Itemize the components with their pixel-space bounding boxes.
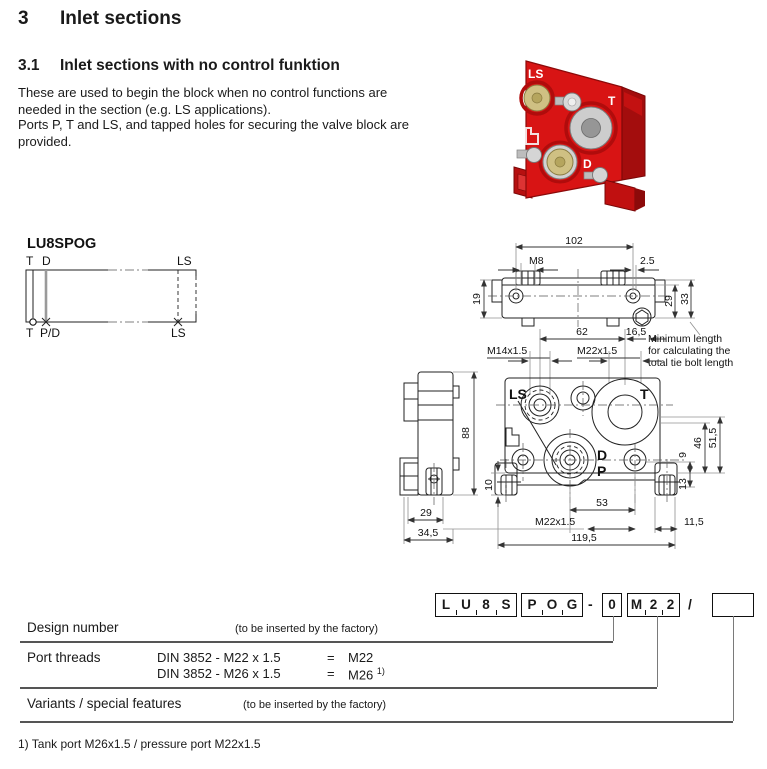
schematic-lu8spog [20,234,210,340]
product-3d-image [498,48,668,218]
front-label-p: P [597,463,607,479]
dim-m8: M8 [529,255,544,267]
product-label-t: T [608,94,616,108]
top-view [471,235,700,335]
dim-10: 10 [483,479,495,491]
dim-16-5: 16,5 [625,326,647,338]
product-label-d: D [583,157,592,171]
dim-33: 33 [679,293,691,305]
thread-option-2-spec: DIN 3852 - M26 x 1.5 [157,666,281,681]
dim-13: 13 [677,478,689,490]
schematic-bottom-t: T [26,326,34,340]
order-code-dash: - [588,596,593,612]
port-marker-t [30,319,36,325]
dim-34-5: 34,5 [417,527,439,539]
code-char: P [527,597,537,612]
code-char: U [456,594,476,616]
product-label-ls: LS [528,67,544,81]
row-divider [20,721,733,723]
variants-label: Variants / special features [27,696,182,711]
code-char: M [630,597,643,612]
row-divider [20,641,613,643]
design-number-note: (to be inserted by the factory) [235,623,379,635]
thread-option-2-value: M26 $^{1)}$ [348,666,385,683]
thread-m22-bottom: M22x1.5 [535,516,576,528]
note-line-3: total tie bolt length [648,357,734,369]
dim-29-top: 29 [663,295,675,307]
dim-29-side: 29 [420,507,432,519]
schematic-top-t: T [26,254,34,268]
schematic-top-d: D [42,254,51,268]
variants-note: (to be inserted by the factory) [243,699,387,711]
dim-9: 9 [677,452,689,458]
schematic-title: LU8SPOG [27,236,97,252]
dim-62: 62 [576,326,588,338]
schematic-bottom-pd: P/D [40,326,61,340]
port-threads-label: Port threads [27,650,101,665]
connector-design [613,616,614,641]
footnote-marker: 1) [376,666,385,676]
section-number: 3 [18,8,29,29]
tie-bolt-note [648,333,733,369]
section-title: Inlet sections [60,8,182,29]
order-code-model [435,593,517,617]
code-char: 2 [645,594,662,616]
thread-option-1-value: M22 [348,650,374,665]
thread-option-1-eq: = [327,650,335,665]
note-line-1: Minimum length [648,333,723,345]
design-number-label: Design number [27,620,119,635]
dim-11-5: 11,5 [684,516,704,528]
side-view [400,372,478,544]
thread-m22-top: M22x1.5 [577,345,618,357]
dim-88: 88 [460,427,472,439]
thread-option-2-eq: = [327,666,335,681]
thread-option-1-spec: DIN 3852 - M22 x 1.5 [157,650,281,665]
code-char: 2 [662,594,679,616]
code-char: L [441,597,451,612]
front-label-ls: LS [509,386,527,402]
dim-2-5: 2.5 [640,255,655,267]
code-char [713,594,753,616]
connector-variants [733,616,734,721]
note-line-2: for calculating the [648,345,731,357]
order-code-design [602,593,622,617]
code-char: 0 [608,597,616,612]
order-code-slash: / [688,596,692,612]
schematic-bottom-ls: LS [171,326,186,340]
front-label-d: D [597,447,608,463]
order-code-type [521,593,583,617]
order-code-thread [627,593,680,617]
front-label-t: T [640,386,649,402]
dim-119-5: 119,5 [571,532,597,544]
dim-102: 102 [565,235,583,247]
intro-paragraph-2: Ports P, T and LS, and tapped holes for securing the valve block are provided. [18,117,409,149]
code-char: 8 [476,594,496,616]
schematic-top-ls: LS [177,254,192,268]
subsection-title: Inlet sections with no control funktion [60,57,340,74]
dim-51-5: 51,5 [707,427,719,449]
order-code-variant [712,593,754,617]
intro-paragraph-1: These are used to begin the block when no control functions are needed in the section (e.g. LS applications). [18,85,388,117]
row-divider [20,687,657,689]
dim-46: 46 [692,437,704,449]
code-char: S [496,594,516,616]
footnote: 1) Tank port M26x1.5 / pressure port M22x1.5 [18,737,261,751]
code-char: O [542,594,562,616]
dim-53: 53 [596,497,608,509]
code-char: G [562,594,582,616]
dim-19: 19 [471,293,483,305]
connector-threads [657,616,658,687]
subsection-number: 3.1 [18,57,40,74]
thread-m14: M14x1.5 [487,345,528,357]
dimension-drawing [388,233,767,569]
